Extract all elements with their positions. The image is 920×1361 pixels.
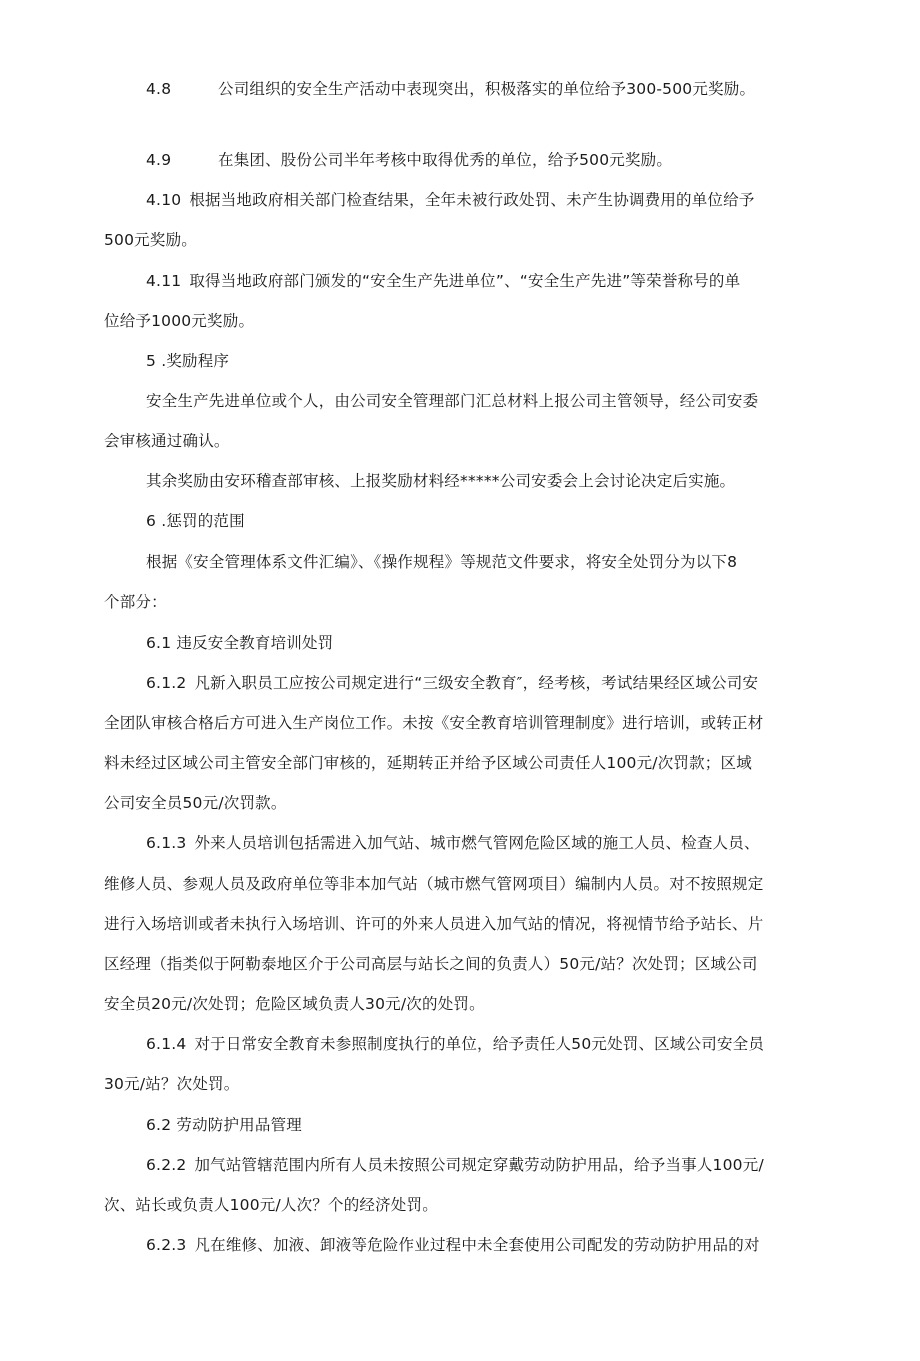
clause-6-1-3-line4: 区经理（指类似于阿勒泰地区介于公司高层与站长之间的负责人）50元/站？次处罚；区域公司 xyxy=(104,955,758,973)
clause-4-11-line1 xyxy=(146,270,740,292)
clause-6-1-4-line1 xyxy=(146,1033,764,1055)
clause-6-2-3-line1 xyxy=(146,1234,760,1256)
clause-text: 凡在维修、加液、卸液等危险作业过程中未全套使用公司配发的劳动防护用品的对 xyxy=(194,1236,760,1254)
clause-4-10-line1 xyxy=(146,189,755,211)
paragraph-6-line2: 个部分： xyxy=(104,593,167,611)
paragraph-6-line1: 根据《安全管理体系文件汇编》、《操作规程》等规范文件要求，将安全处罚分为以下8 xyxy=(146,553,738,571)
clause-text: 在集团、股份公司半年考核中取得优秀的单位，给予500元奖励。 xyxy=(218,151,673,169)
subsection-heading-6-1: 6.1 违反安全教育培训处罚 xyxy=(146,634,334,652)
clause-number: 6.1.4 xyxy=(146,1035,187,1053)
paragraph-5a-line2: 会审核通过确认。 xyxy=(104,432,230,450)
clause-4-9 xyxy=(146,149,672,171)
clause-number: 4.9 xyxy=(146,151,172,169)
clause-6-2-2-line2: 次、站长或负责人100元/人次？个的经济处罚。 xyxy=(104,1196,438,1214)
clause-number: 4.8 xyxy=(146,80,172,98)
paragraph-5b: 其余奖励由安环稽查部审核、上报奖励材料经*****公司安委会上会讨论决定后实施。 xyxy=(146,472,736,490)
clause-text: 公司组织的安全生产活动中表现突出，积极落实的单位给予300-500元奖励。 xyxy=(218,80,756,98)
clause-number: 6.1.2 xyxy=(146,674,187,692)
clause-6-1-2-line2: 全团队审核合格后方可进入生产岗位工作。未按《安全教育培训管理制度》进行培训，或转正材 xyxy=(104,714,764,732)
clause-number: 4.11 xyxy=(146,272,182,290)
clause-text: 根据当地政府相关部门检查结果，全年未被行政处罚、未产生协调费用的单位给予 xyxy=(189,191,755,209)
clause-text: 凡新入职员工应按公司规定进行“三级安全教育″，经考核，考试结果经区域公司安 xyxy=(194,674,759,692)
clause-text: 外来人员培训包括需进入加气站、城市燃气管网危险区域的施工人员、检查人员、 xyxy=(194,834,760,852)
clause-number: 6.1.3 xyxy=(146,834,187,852)
clause-number: 6.2.2 xyxy=(146,1156,187,1174)
clause-text: 对于日常安全教育未参照制度执行的单位，给予责任人50元处罚、区域公司安全员 xyxy=(194,1035,765,1053)
clause-6-1-2-line1 xyxy=(146,672,758,694)
clause-number: 4.10 xyxy=(146,191,182,209)
subsection-heading-6-2: 6.2 劳动防护用品管理 xyxy=(146,1116,302,1134)
paragraph-5a-line1: 安全生产先进单位或个人，由公司安全管理部门汇总材料上报公司主管领导，经公司安委 xyxy=(146,392,759,410)
clause-4-8 xyxy=(146,78,755,100)
clause-number: 6.2.3 xyxy=(146,1236,187,1254)
clause-4-10-line2: 500元奖励。 xyxy=(104,231,197,249)
clause-6-1-2-line4: 公司安全员50元/次罚款。 xyxy=(104,794,287,812)
section-heading-5: 5 .奖励程序 xyxy=(146,352,230,370)
clause-6-1-2-line3: 料未经过区域公司主管安全部门审核的，延期转正并给予区域公司责任人100元/次罚款；区域 xyxy=(104,754,752,772)
clause-4-11-line2: 位给予1000元奖励。 xyxy=(104,312,255,330)
clause-6-1-4-line2: 30元/站？次处罚。 xyxy=(104,1075,240,1093)
clause-6-1-3-line1 xyxy=(146,832,760,854)
clause-6-1-3-line2: 维修人员、参观人员及政府单位等非本加气站（城市燃气管网项目）编制内人员。对不按照规定 xyxy=(104,875,764,893)
clause-6-2-2-line1 xyxy=(146,1154,764,1176)
clause-6-1-3-line3: 进行入场培训或者未执行入场培训、许可的外来人员进入加气站的情况，将视情节给予站长、片 xyxy=(104,915,764,933)
clause-text: 取得当地政府部门颁发的“安全生产先进单位”、“安全生产先进”等荣誉称号的单 xyxy=(189,272,741,290)
clause-text: 加气站管辖范围内所有人员未按照公司规定穿戴劳动防护用品，给予当事人100元/ xyxy=(194,1156,764,1174)
clause-6-1-3-line5: 安全员20元/次处罚；危险区域负责人30元/次的处罚。 xyxy=(104,995,485,1013)
section-heading-6: 6 .惩罚的范围 xyxy=(146,512,245,530)
